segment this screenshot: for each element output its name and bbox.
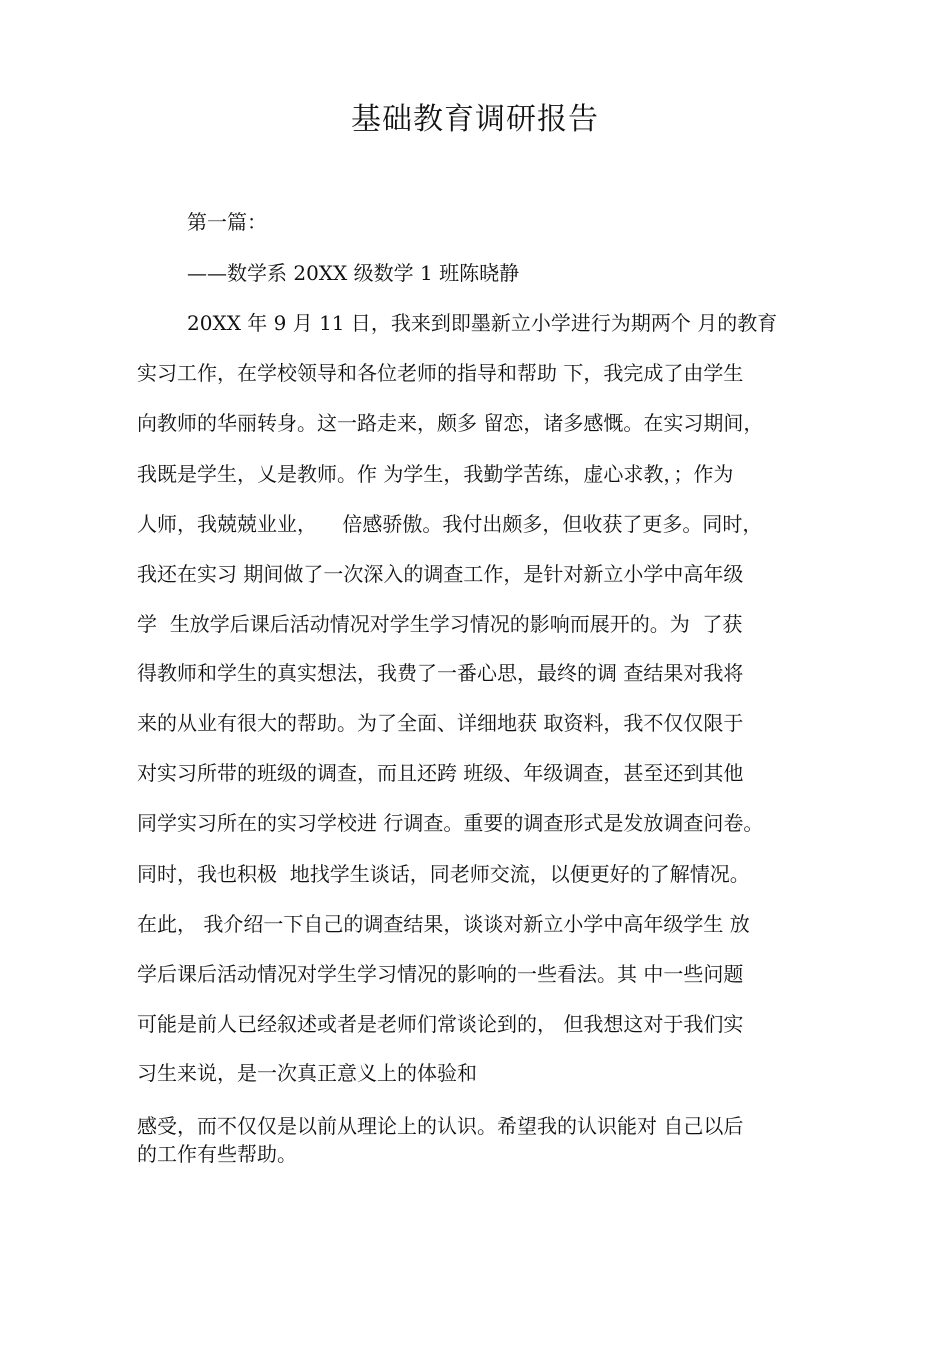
paragraph-line: 向教师的华丽转身。这一路走来，颇多 留恋，诸多感慨。在实习期间， — [137, 411, 764, 435]
paragraph-line: 得教师和学生的真实想法，我费了一番心思，最终的调 查结果对我将 — [137, 661, 744, 685]
paragraph-line: 同时，我也积极 地找学生谈话，同老师交流，以便更好的了解情况。 — [137, 862, 750, 886]
paragraph-line: 来的从业有很大的帮助。为了全面、详细地获 取资料，我不仅仅限于 — [137, 711, 744, 735]
document-title: 基础教育调研报告 — [351, 102, 599, 137]
paragraph-line: 我还在实习 期间做了一次深入的调查工作，是针对新立小学中高年级 — [137, 562, 744, 586]
paragraph-line: 的工作有些帮助。 — [137, 1142, 297, 1166]
paragraph-line: 学 生放学后课后活动情况对学生学习情况的影响而展开的。为 了获 — [137, 612, 743, 636]
paragraph-line: 学后课后活动情况对学生学习情况的影响的一些看法。其 中一些问题 — [137, 962, 744, 986]
author-line: ——数学系 20XX 级数学 1 班陈晓静 — [187, 261, 520, 285]
paragraph-line: 人师，我兢兢业业， 倍感骄傲。我付出颇多，但收获了更多。同时， — [137, 512, 763, 536]
section-label: 第一篇： — [187, 210, 267, 234]
paragraph-line: 20XX 年 9 月 11 日，我来到即墨新立小学进行为期两个 月的教育 — [187, 311, 778, 335]
paragraph-line: 可能是前人已经叙述或者是老师们常谈论到的， 但我想这对于我们实 — [137, 1012, 744, 1036]
paragraph-line: 我既是学生，乂是教师。作 为学生，我勤学苦练，虚心求教，；作为 — [137, 462, 734, 486]
paragraph-line: 同学实习所在的实习学校进 行调查。重要的调查形式是发放调查问卷。 — [137, 811, 764, 835]
paragraph-line: 实习工作，在学校领导和各位老师的指导和帮助 下，我完成了由学生 — [137, 361, 744, 385]
paragraph-line: 在此， 我介绍一下自己的调查结果，谈谈对新立小学中高年级学生 放 — [137, 912, 750, 936]
paragraph-line: 习生来说，是一次真正意义上的体验和 — [137, 1061, 477, 1085]
paragraph-line: 对实习所带的班级的调查，而且还跨 班级、年级调查，甚至还到其他 — [137, 761, 744, 785]
paragraph-line: 感受，而不仅仅是以前从理论上的认识。希望我的认识能对 自己以后 — [137, 1114, 744, 1138]
